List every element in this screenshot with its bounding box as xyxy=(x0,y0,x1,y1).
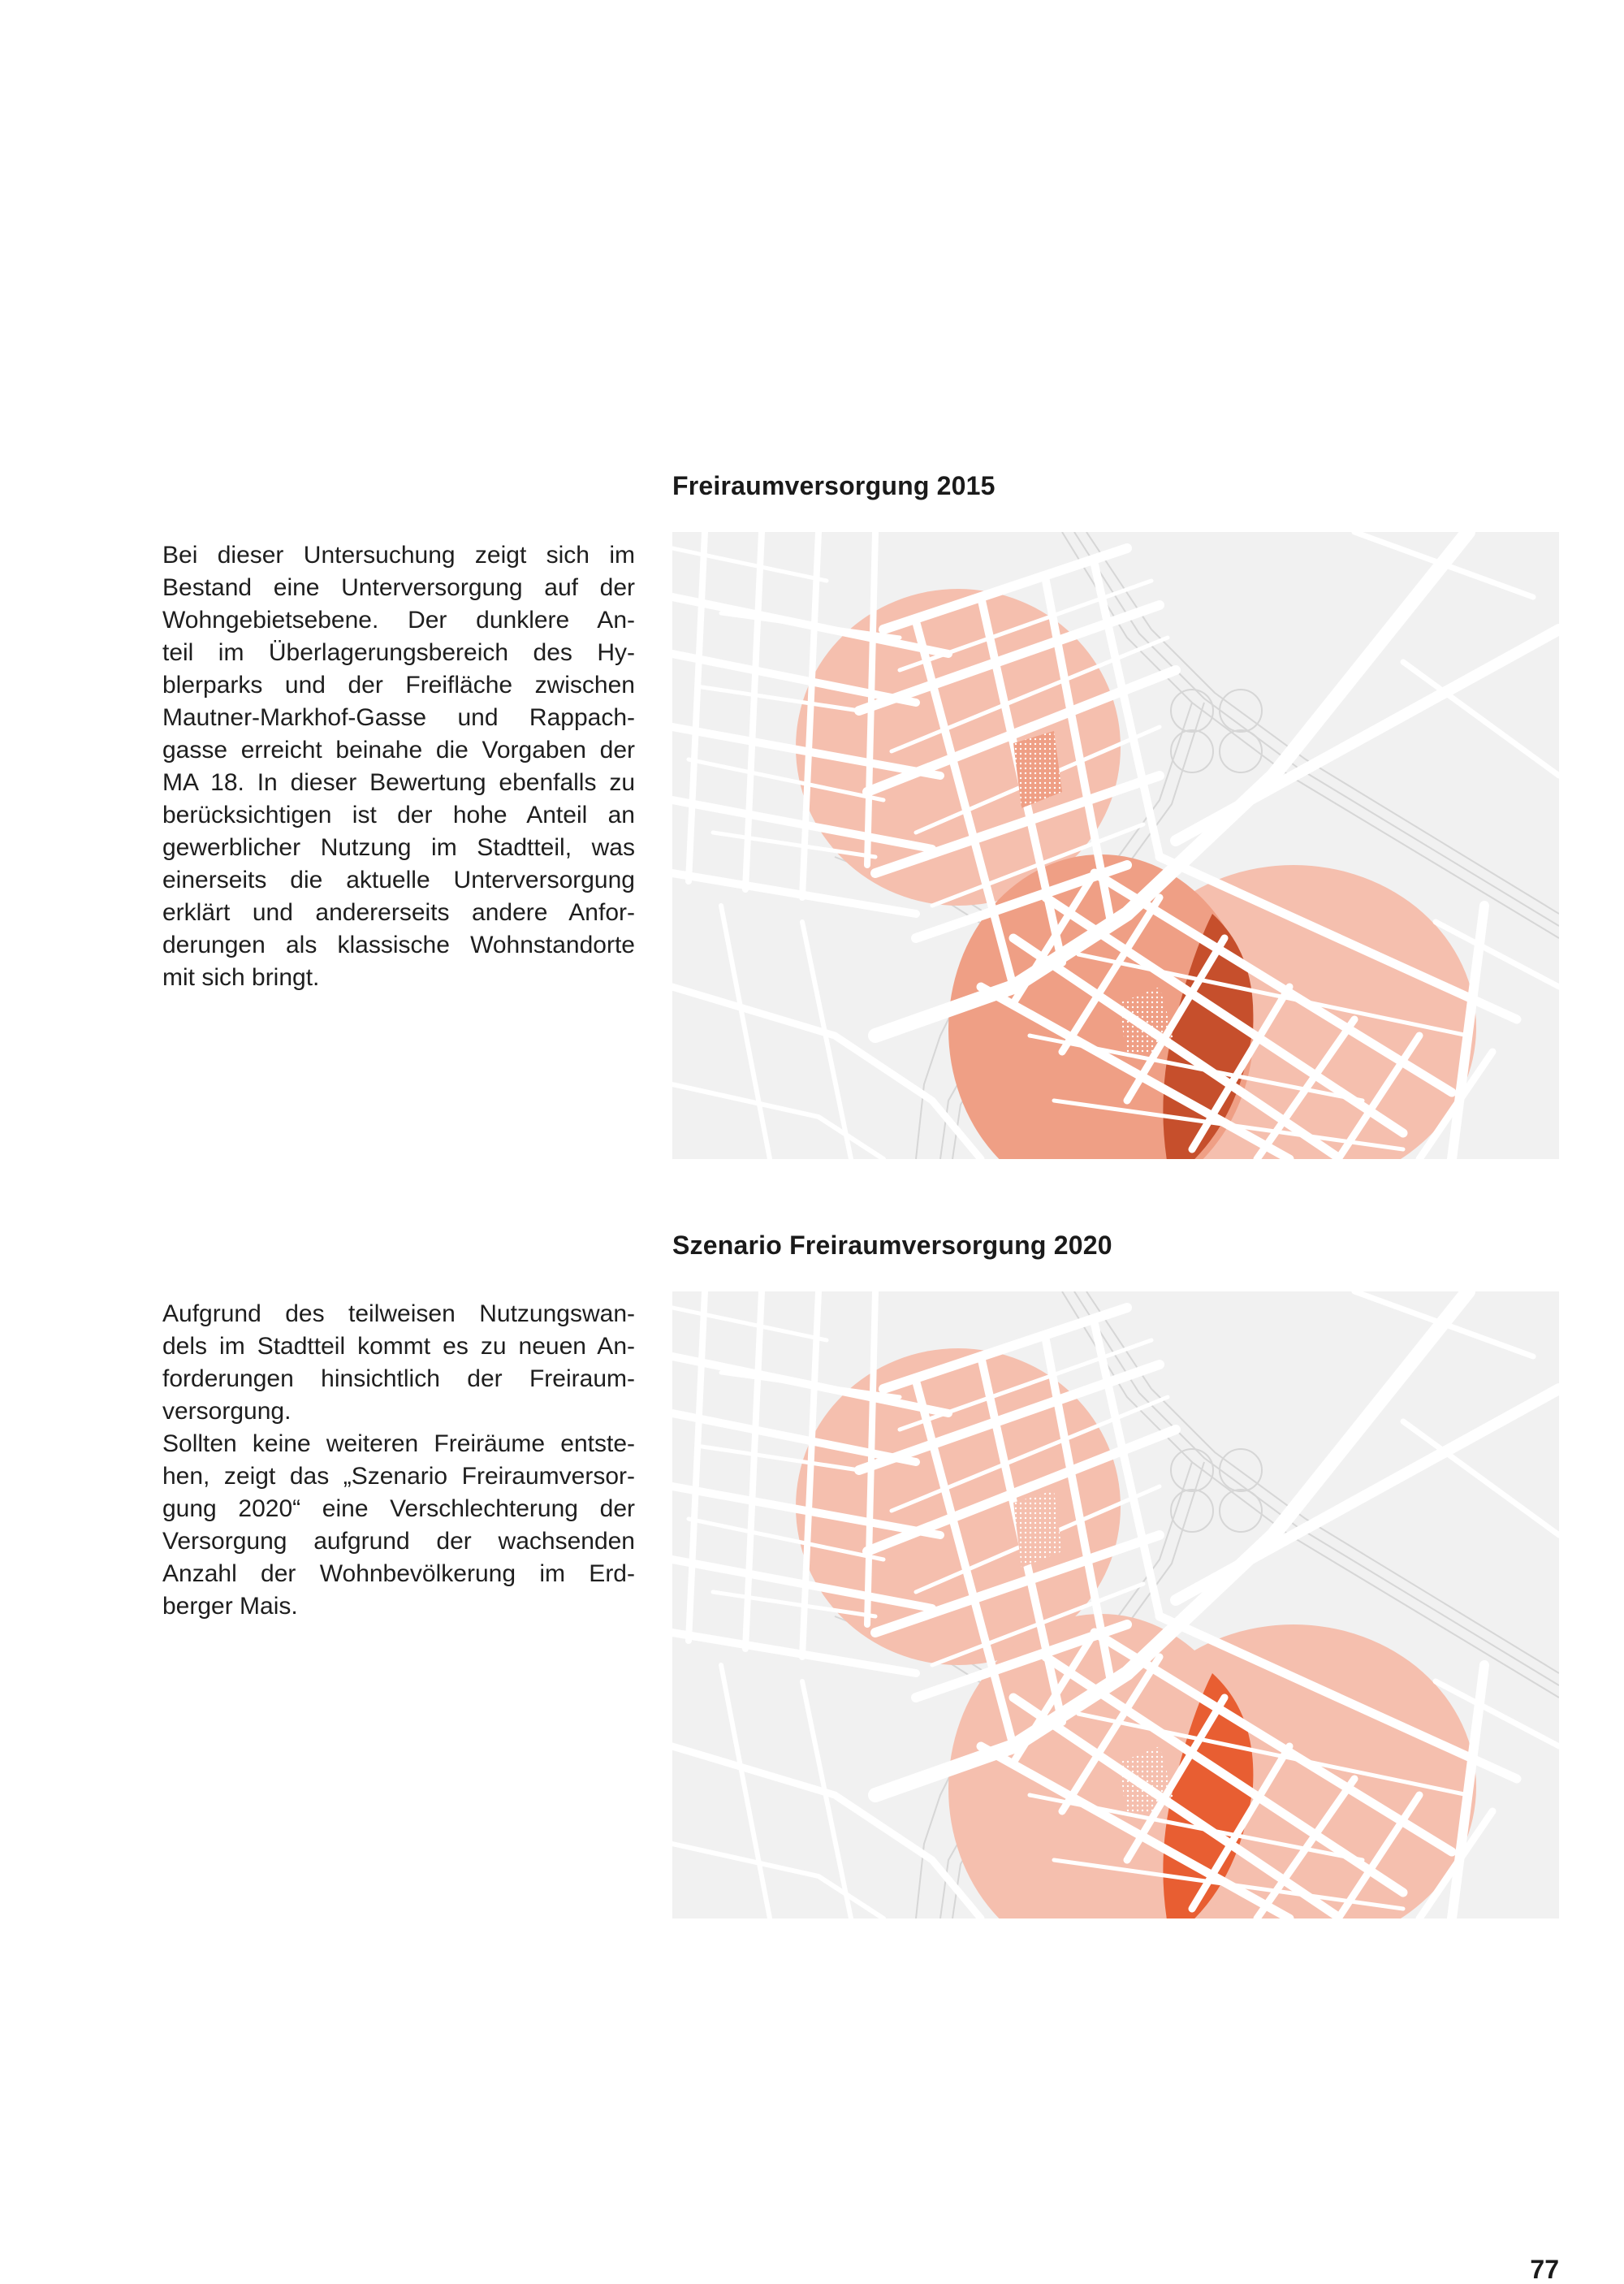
paragraph-line: gewerblicher Nutzung im Stadtteil, was xyxy=(162,834,635,861)
paragraph-line: Wohngebietsebene. Der dunklere An- xyxy=(162,607,635,634)
paragraph-line: Anzahl der Wohnbevölkerung im Erd- xyxy=(162,1560,635,1587)
paragraph-line: einerseits die aktuelle Unterversorgung xyxy=(162,867,635,893)
paragraph-line: Aufgrund des teilweisen Nutzungswan- xyxy=(162,1300,635,1327)
section-2-heading: Szenario Freiraumversorgung 2020 xyxy=(672,1231,1112,1260)
paragraph-line: berger Mais. xyxy=(162,1593,298,1620)
paragraph-line: teil im Überlagerungsbereich des Hy- xyxy=(162,639,635,666)
paragraph-line: gasse erreicht beinahe die Vorgaben der xyxy=(162,737,635,763)
map-2015 xyxy=(672,532,1559,1159)
paragraph-line: versorgung. xyxy=(162,1398,292,1425)
paragraph-line: MA 18. In dieser Bewertung ebenfalls zu xyxy=(162,769,635,796)
map-2020-svg xyxy=(672,1291,1559,1918)
paragraph-line: erklärt und andererseits andere Anfor- xyxy=(162,899,635,926)
section-1-paragraph xyxy=(162,539,635,994)
page-number: 77 xyxy=(1530,2255,1559,2284)
paragraph-line: blerparks und der Freifläche zwischen xyxy=(162,672,635,699)
paragraph-line: Sollten keine weiteren Freiräume entste- xyxy=(162,1430,635,1457)
paragraph-line: berücksichtigen ist der hohe Anteil an xyxy=(162,802,635,828)
paragraph-line: Bestand eine Unterversorgung auf der xyxy=(162,574,635,601)
paragraph-line: mit sich bringt. xyxy=(162,964,320,991)
paragraph-line: hen, zeigt das „Szenario Freiraumversor- xyxy=(162,1463,635,1490)
paragraph-line: derungen als klassische Wohnstandorte xyxy=(162,932,635,958)
paragraph-line: gung 2020“ eine Verschlechterung der xyxy=(162,1495,635,1522)
paragraph-line: Versorgung aufgrund der wachsenden xyxy=(162,1528,635,1555)
paragraph-line: Bei dieser Untersuchung zeigt sich im xyxy=(162,542,635,569)
paragraph-line: dels im Stadtteil kommt es zu neuen An- xyxy=(162,1333,635,1360)
section-1-heading: Freiraumversorgung 2015 xyxy=(672,471,996,500)
section-2-paragraph xyxy=(162,1298,635,1623)
map-2015-svg xyxy=(672,532,1559,1159)
paragraph-line: forderungen hinsichtlich der Freiraum- xyxy=(162,1365,635,1392)
map-2020 xyxy=(672,1291,1559,1918)
paragraph-line: Mautner-Markhof-Gasse und Rappach- xyxy=(162,704,635,731)
